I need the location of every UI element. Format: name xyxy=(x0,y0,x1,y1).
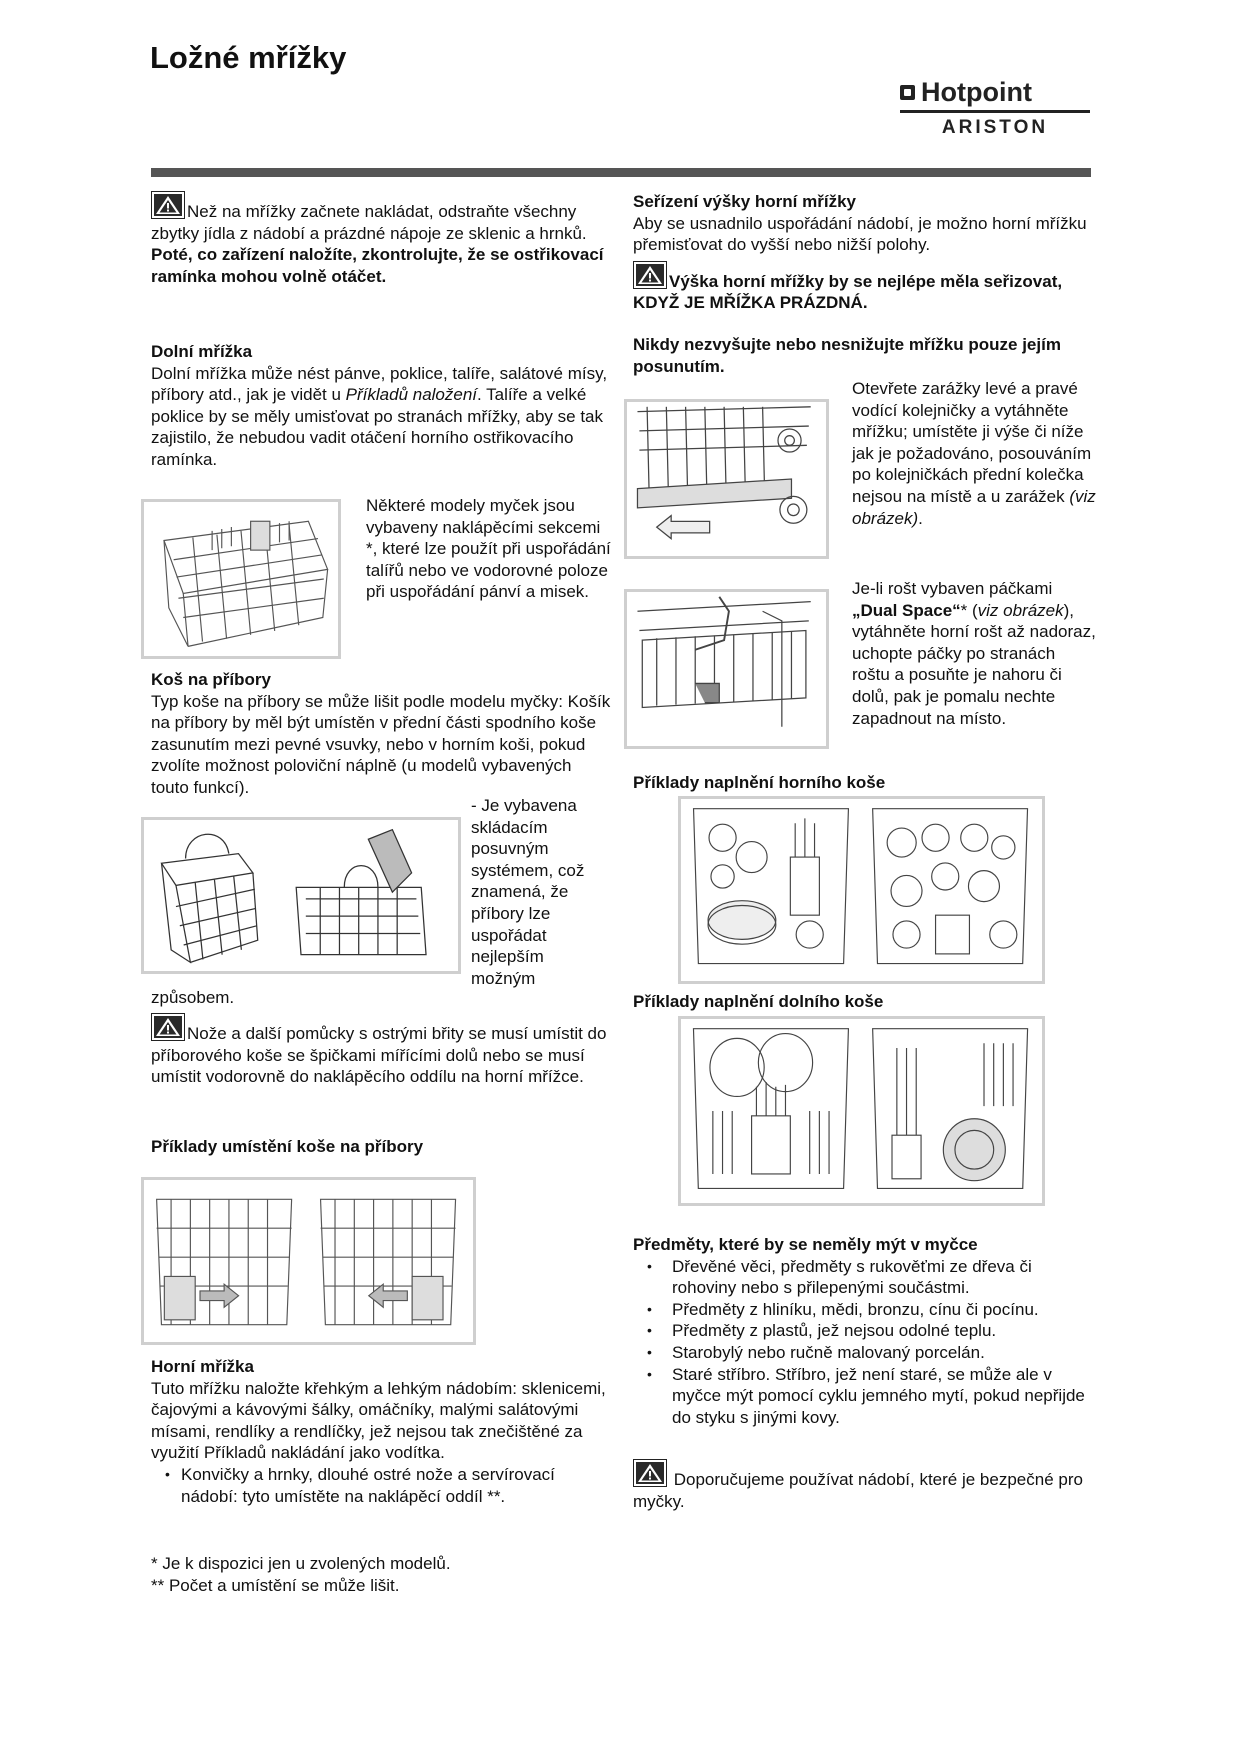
list-item: • Konvičky a hrnky, dlouhé ostré nože a servírovací nádobí: tyto umístěte na naklápěcí oddíl **. xyxy=(151,1464,611,1507)
intro-bold-text: Poté, co zařízení naložíte, zkontrolujte, že se ostřikovací ramínka mohou volně otáčet. xyxy=(151,245,604,286)
cutlery-side-text-end: způsobem. xyxy=(151,988,235,1007)
cutlery-placement-image xyxy=(141,1177,476,1345)
lower-examples-heading: Příklady naplnění dolního koše xyxy=(633,992,884,1011)
cutlery-section xyxy=(151,669,611,799)
list-item: • Dřevěné věci, předměty s rukověťmi ze dřeva či rohoviny nebo s přilepenými součástmi. xyxy=(633,1256,1093,1299)
not-washable-section xyxy=(633,1234,1093,1428)
warning-icon xyxy=(151,1013,185,1041)
rail-adjust-text: Otevřete zarážky levé a pravé vodící kolejničky a vytáhněte mřížku; umístěte ji výše či níže jak je požadováno, posouváním po kolejničkách přední kolečka nejsou na místě a u zarážek (viz obrázek). xyxy=(852,379,1096,528)
intro-warning xyxy=(151,191,606,287)
dual-space-text: Je-li rošt vybaven páčkami „Dual Space“* (viz obrázek), vytáhněte horní rošt až nadoraz, uchopte páčky po stranách roštu a posuňte je nahoru či dolů, pak je pomalu nechte zapadnout na místo. xyxy=(852,579,1096,728)
rack-rail-illustration xyxy=(627,402,826,556)
warning-icon xyxy=(151,191,185,219)
height-adjust-never: Nikdy nezvyšujte nebo nesnižujte mřížku pouze jejím posunutím. xyxy=(633,334,1061,376)
dual-space-lever-illustration xyxy=(627,592,826,746)
height-adjust-section xyxy=(633,191,1093,377)
logo-square-icon xyxy=(900,85,915,100)
lower-rack-heading: Dolní mřížka xyxy=(151,342,253,361)
recommend-note: Doporučujeme používat nádobí, které je bezpečné pro myčky. xyxy=(633,1459,1093,1512)
lower-basket-examples-image xyxy=(678,1016,1045,1206)
warning-icon xyxy=(633,1459,667,1487)
cutlery-heading: Koš na příbory xyxy=(151,670,271,689)
warning-icon xyxy=(633,261,667,289)
dish-rack-illustration xyxy=(144,502,338,656)
list-item: • Předměty z hliníku, mědi, bronzu, cínu či pocínu. xyxy=(633,1299,1093,1321)
upper-basket-illustration xyxy=(681,799,1042,981)
list-item: • Předměty z plastů, jež nejsou odolné teplu. xyxy=(633,1320,1093,1342)
lower-rack-tilting-image xyxy=(141,499,341,659)
footnote-1: * Je k dispozici jen u zvolených modelů. xyxy=(151,1554,451,1573)
not-washable-heading: Předměty, které by se neměly mýt v myčce xyxy=(633,1235,978,1254)
cutlery-basket-illustration xyxy=(144,820,458,971)
brand-logo xyxy=(900,77,1090,148)
height-adjust-heading: Seřízení výšky horní mřížky xyxy=(633,192,856,211)
lower-rack-text: Dolní mřížka může nést pánve, poklice, talíře, salátové mísy, příbory atd., jak je vidět u Příkladů naložení. Talíře a velké poklice by se měly umisťovat po stranách mřížky, aby se tak zajistilo, že nebudou vadit otáčení horního ostřikovacího ramínka. xyxy=(151,363,608,469)
upper-rack-heading: Horní mřížka xyxy=(151,1357,254,1376)
brand-subname: ARISTON xyxy=(941,116,1049,138)
footnote-2: ** Počet a umístění se může lišit. xyxy=(151,1575,400,1595)
rail-adjust-image xyxy=(624,399,829,559)
not-washable-list xyxy=(633,1256,1093,1429)
upper-rack-section xyxy=(151,1356,611,1507)
intro-text: Než na mřížky začnete nakládat, odstraňte všechny zbytky jídla z nádobí a prázdné nápoje ze sklenic a hrnků. xyxy=(151,202,587,243)
footnotes xyxy=(151,1553,611,1596)
knives-warning: Nože a další pomůcky s ostrými břity se musí umístit do příborového koše se špičkami mířícími dolů nebo se musí umístit vodorovně do naklápěcího oddílu na horní mřížce. xyxy=(151,1013,611,1088)
cutlery-text: Typ koše na příbory se může lišit podle modelu myčky: Košík na příbory by měl být umístěn v přední části spodního koše zasunutím mezi pevné vsuvky, nebo v horním koši, pokud zvolíte možnost poloviční náplně (u modelů vybavených touto funkcí). xyxy=(151,691,611,797)
header-divider xyxy=(151,168,1091,177)
cutlery-examples-heading: Příklady umístění koše na příbory xyxy=(151,1137,424,1156)
page-title: Ložné mřížky xyxy=(150,40,347,75)
list-item: • Starobylý nebo ručně malovaný porcelán. xyxy=(633,1342,1093,1364)
upper-rack-text: Tuto mřížku naložte křehkým a lehkým nádobím: sklenicemi, čajovými a kávovými šálky, omáčníky, malými salátovými mísami, rendlíky a rendlíčky, jež nejsou tak znečištěné za využití Příkladů nakládání jako vodítka. xyxy=(151,1378,606,1463)
lower-basket-illustration xyxy=(681,1019,1042,1203)
cutlery-side-text: - Je vybavena skládacím posuvným systémem, což znamená, že příbory lze uspořádat nejlepším možným xyxy=(471,796,585,988)
cutlery-basket-image xyxy=(141,817,461,974)
cutlery-placement-illustration xyxy=(144,1180,473,1342)
tilting-sections-text: Některé modely myček jsou vybaveny naklápěcími sekcemi *, které lze použít při uspořádání talířů nebo ve vodorovné poloze při uspořádání pánví a misek. xyxy=(366,496,611,602)
upper-rack-list xyxy=(151,1464,611,1507)
height-adjust-text: Aby se usnadnilo uspořádání nádobí, je možno horní mřížku přemisťovat do vyšší nebo nižší polohy. xyxy=(633,213,1087,255)
upper-examples-heading: Příklady naplnění horního koše xyxy=(633,773,886,792)
height-adjust-warning: Výška horní mřížky by se nejlépe měla seřizovat, KDYŽ JE MŘÍŽKA PRÁZDNÁ. xyxy=(633,261,1093,314)
lower-rack-section xyxy=(151,341,611,471)
list-item: • Staré stříbro. Stříbro, jež není staré, se může ale v myčce mýt pomocí cyklu jemného mytí, pokud nepřijde do styku s jinými kovy. xyxy=(633,1364,1093,1429)
brand-name: Hotpoint xyxy=(921,77,1032,107)
upper-basket-examples-image xyxy=(678,796,1045,984)
dual-space-image xyxy=(624,589,829,749)
